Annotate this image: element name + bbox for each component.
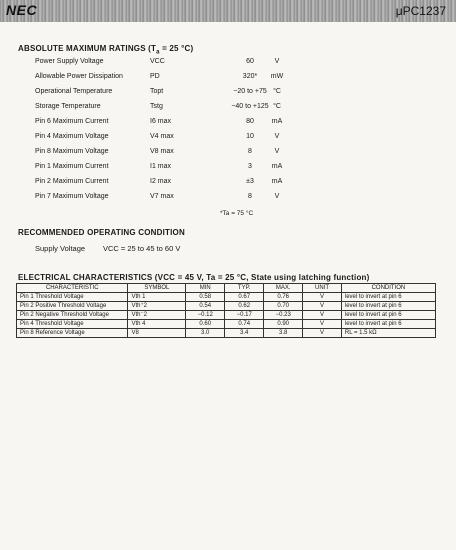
abs-max-footnote: *Ta = 75 °C — [220, 210, 254, 217]
rating-parameter: Operational Temperature — [35, 88, 113, 95]
rating-unit: °C — [273, 88, 281, 95]
rating-unit: V — [274, 148, 280, 155]
table-cell: 0.74 — [225, 320, 264, 329]
table-cell: V — [303, 329, 342, 338]
table-cell: 0.67 — [225, 293, 264, 302]
column-header: MIN — [186, 284, 225, 293]
rating-row — [0, 118, 456, 130]
table-cell: Pin 1 Threshold Voltage — [17, 293, 128, 302]
rating-row — [0, 88, 456, 100]
rating-value: 10 — [246, 133, 254, 140]
rating-value: 60 — [246, 58, 254, 65]
rating-parameter: Pin 1 Maximum Current — [35, 163, 109, 170]
rating-row — [0, 103, 456, 115]
table-cell: 3.0 — [186, 329, 225, 338]
rating-value: 320* — [242, 73, 258, 80]
electrical-characteristics-table — [16, 283, 436, 338]
table-cell: Pin 4 Threshold Voltage — [17, 320, 128, 329]
column-header: MAX. — [264, 284, 303, 293]
table-cell: V — [303, 320, 342, 329]
rating-value: 3 — [248, 163, 252, 170]
rating-row — [0, 178, 456, 190]
rating-unit: mW — [270, 73, 284, 80]
column-header: UNIT — [303, 284, 342, 293]
rating-row — [0, 133, 456, 145]
part-number: μPC1237 — [395, 4, 446, 18]
rating-parameter: Allowable Power Dissipation — [35, 73, 123, 80]
rating-parameter: Pin 2 Maximum Current — [35, 178, 109, 185]
rating-parameter: Pin 4 Maximum Voltage — [35, 133, 109, 140]
rating-value: 8 — [248, 148, 252, 155]
table-header-row — [17, 284, 436, 293]
table-cell: 0.60 — [186, 320, 225, 329]
nec-logo: NEC — [6, 2, 38, 18]
table-cell: −0.17 — [225, 311, 264, 320]
table-cell: −0.23 — [264, 311, 303, 320]
table-cell: 0.58 — [186, 293, 225, 302]
abs-max-title: ABSOLUTE MAXIMUM RATINGS ($T_a = 25$ °C) — [18, 44, 194, 56]
supply-voltage-value: VCC = 25 to 45 to 60 V — [103, 244, 181, 253]
table-cell: Pin 8 Reference Voltage — [17, 329, 128, 338]
table-cell: RL = 1.5 kΩ — [341, 329, 435, 338]
rating-symbol: V8 max — [150, 148, 174, 155]
electrical-title: ELECTRICAL CHARACTERISTICS (VCC = 45 V, Ta = 25 °C, State using latching function) — [18, 273, 370, 282]
rating-row — [0, 148, 456, 160]
table-cell: 0.76 — [264, 293, 303, 302]
rating-parameter: Pin 8 Maximum Voltage — [35, 148, 109, 155]
table-cell: Vth 1 — [128, 293, 186, 302]
table-row — [17, 311, 436, 320]
rating-symbol: V4 max — [150, 133, 174, 140]
rating-symbol: PD — [150, 73, 160, 80]
supply-voltage-label: Supply Voltage — [35, 244, 86, 253]
rating-value: ±3 — [246, 178, 254, 185]
rating-symbol: I6 max — [150, 118, 172, 125]
rating-symbol: V7 max — [150, 193, 174, 200]
table-cell: 0.70 — [264, 302, 303, 311]
rating-symbol: I1 max — [150, 163, 172, 170]
rating-unit: °C — [273, 103, 281, 110]
table-cell: Vth⁻2 — [128, 311, 186, 320]
table-cell: V — [303, 293, 342, 302]
rating-value: 80 — [246, 118, 254, 125]
table-cell: Pin 2 Positive Threshold Voltage — [17, 302, 128, 311]
column-header: SYMBOL — [128, 284, 186, 293]
rating-parameter: Pin 7 Maximum Voltage — [35, 193, 109, 200]
page-header-band — [0, 0, 456, 22]
rating-row — [0, 73, 456, 85]
rating-symbol: Tstg — [150, 103, 163, 110]
table-cell: Pin 2 Negative Threshold Voltage — [17, 311, 128, 320]
table-cell: Vth 4 — [128, 320, 186, 329]
table-cell: level to invert at pin 6 — [341, 311, 435, 320]
rating-row — [0, 58, 456, 70]
column-header: CONDITION — [341, 284, 435, 293]
rating-row — [0, 163, 456, 175]
rating-row — [0, 193, 456, 205]
rating-parameter: Storage Temperature — [35, 103, 101, 110]
rating-unit: mA — [271, 118, 283, 125]
table-row — [17, 302, 436, 311]
table-cell: 0.62 — [225, 302, 264, 311]
rating-value: −20 to +75 — [233, 88, 267, 95]
rating-unit: V — [274, 133, 280, 140]
rating-unit: V — [274, 193, 280, 200]
rating-symbol: Topt — [150, 88, 164, 95]
table-cell: level to invert at pin 6 — [341, 320, 435, 329]
rating-unit: V — [274, 58, 280, 65]
table-row — [17, 293, 436, 302]
table-row — [17, 320, 436, 329]
rating-value: 8 — [248, 193, 252, 200]
recommended-title: RECOMMENDED OPERATING CONDITION — [18, 228, 185, 237]
table-cell: 3.8 — [264, 329, 303, 338]
column-header: TYP. — [225, 284, 264, 293]
rating-symbol: VCC — [150, 58, 165, 65]
table-cell: Vth⁺2 — [128, 302, 186, 311]
table-cell: 0.54 — [186, 302, 225, 311]
rating-symbol: I2 max — [150, 178, 172, 185]
table-row — [17, 329, 436, 338]
table-cell: level to invert at pin 6 — [341, 302, 435, 311]
table-cell: V — [303, 302, 342, 311]
table-cell: level to invert at pin 6 — [341, 293, 435, 302]
table-cell: V8 — [128, 329, 186, 338]
column-header: CHARACTERISTIC — [17, 284, 128, 293]
rating-parameter: Pin 6 Maximum Current — [35, 118, 109, 125]
table-cell: V — [303, 311, 342, 320]
rating-unit: mA — [271, 178, 283, 185]
rating-parameter: Power Supply Voltage — [35, 58, 104, 65]
table-cell: 3.4 — [225, 329, 264, 338]
rating-value: −40 to +125 — [231, 103, 269, 110]
table-cell: 0.90 — [264, 320, 303, 329]
table-cell: −0.12 — [186, 311, 225, 320]
rating-unit: mA — [271, 163, 283, 170]
